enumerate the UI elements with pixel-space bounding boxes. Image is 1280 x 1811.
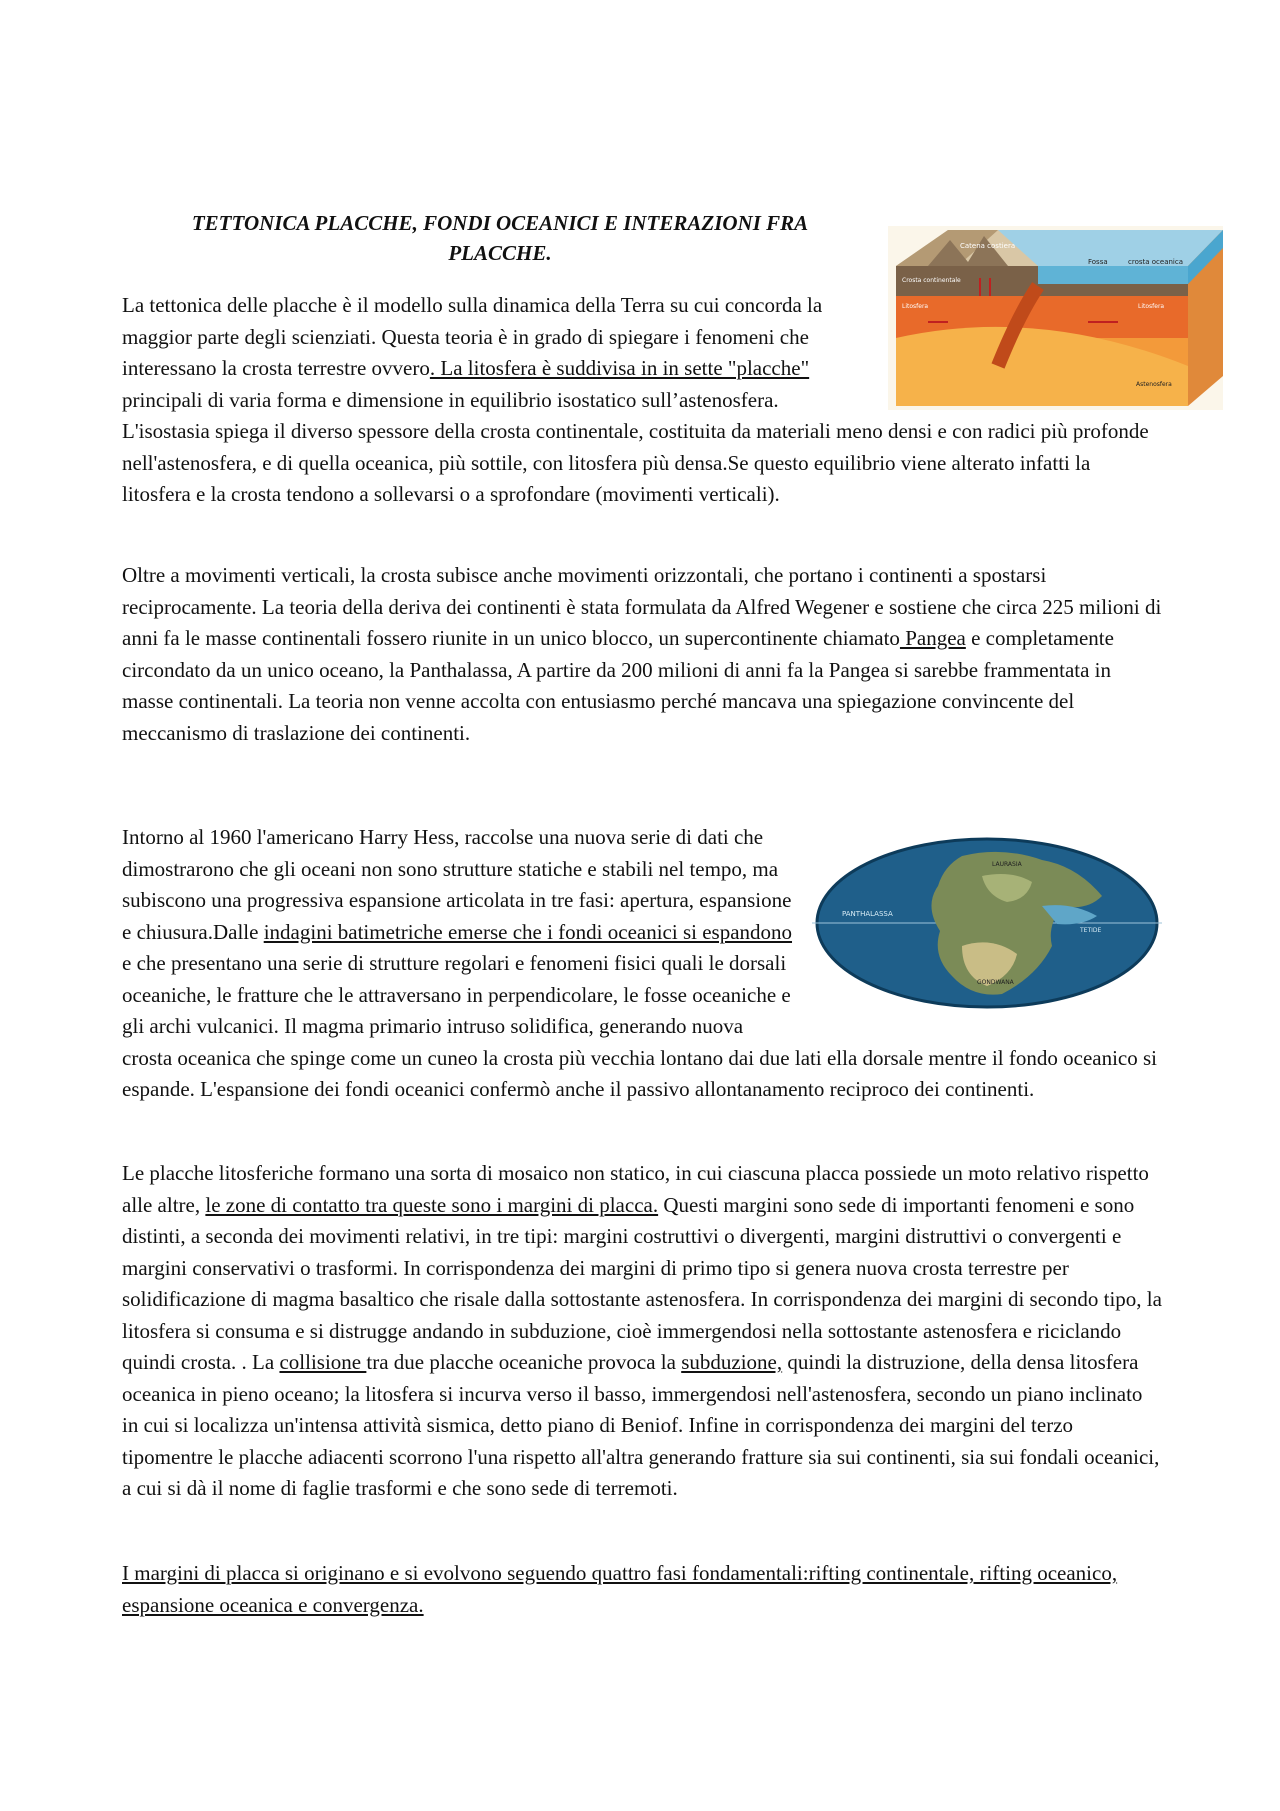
paragraph-4-text-d: quindi la distruzione, della densa litosfera oceanica in pieno oceano; la litosfera si incurva verso il basso, immergendosi nell'astenosfera, secondo un piano inclinato in cui si localizza un'intensa attività sismica, detto piano di Beniof. Infine in corrispondenza dei margini del terzo tipomentre le placche adiacenti scorrono l'una rispetto all'altra generando fratture sia sui continenti, sia sui fondali oceanici, a cui si dà il nome di faglie trasformi e che sono sede di terremoti. bbox=[122, 1350, 1160, 1500]
fig2-label-panthalassa: PANTHALASSA bbox=[842, 910, 893, 918]
fig2-label-laurasia: LAURASIA bbox=[992, 861, 1022, 868]
fig1-label-litosfera-left: Litosfera bbox=[902, 303, 929, 310]
paragraph-4 bbox=[122, 1158, 1162, 1505]
fig1-label-astenosfera: Astenosfera bbox=[1136, 381, 1172, 388]
paragraph-4-underlined-2: collisione bbox=[279, 1350, 367, 1374]
paragraph-2 bbox=[122, 560, 1162, 749]
paragraph-2-underlined: Pangea bbox=[899, 626, 966, 650]
paragraph-1-text-a: La tettonica delle placche è il modello sulla dinamica della Terra su cui concorda la maggior parte degli scienziati. Questa teoria è in grado di spiegare i fenomeni che interessano la crosta terrestre ovvero bbox=[122, 293, 823, 380]
fig1-label-litosfera-right: Litosfera bbox=[1138, 303, 1165, 310]
float-spacer-fig1 bbox=[852, 290, 1165, 410]
paragraph-1-underlined: . La litosfera è suddivisa in in sette "placche" bbox=[429, 356, 810, 380]
paragraph-5-underlined: I margini di placca si originano e si evolvono seguendo quattro fasi fondamentali:rifting continentale, rifting oceanico, espansione oceanica e convergenza. bbox=[122, 1561, 1118, 1617]
fig1-label-catena: Catena costiera bbox=[960, 242, 1016, 250]
paragraph-3-underlined: indagini batimetriche emerse che i fondi oceanici si espandono bbox=[263, 919, 793, 944]
fig1-label-fossa: Fossa bbox=[1088, 258, 1108, 266]
fig2-label-gondwana: GONDWANA bbox=[977, 979, 1014, 986]
paragraph-3-text-b: e che presentano una serie di strutture regolari e fenomeni fisici quali le dorsali oceaniche, le fratture che le attraversano in perpendicolare, le fosse oceaniche e gli archi vulcanici. Il magma primario intruso solidifica, generando nuova crosta oceanica che spinge come un cuneo la crosta più vecchia lontano dai due lati ella dorsale mentre il fondo oceanico si espande. L'espansione dei fondi oceanici confermò anche il passivo allontanamento reciproco dei continenti. bbox=[122, 951, 1157, 1101]
float-spacer-fig2 bbox=[792, 822, 1162, 1032]
paragraph-4-text-a: Le placche litosferiche formano una sorta di mosaico non statico, in cui ciascuna placca possiede un moto relativo rispetto alle altre, bbox=[122, 1161, 1149, 1217]
paragraph-1-text-b: principali di varia forma e dimensione in equilibrio isostatico sull’astenosfera. L'isostasia spiega il diverso spessore della crosta continentale, costituita da materiali meno densi e con radici più profonde nell'astenosfera, e di quella oceanica, più sottile, con litosfera più densa.Se questo equilibrio viene alterato infatti la litosfera e la crosta tendono a sollevarsi o a sprofondare (movimenti verticali). bbox=[122, 387, 1149, 506]
paragraph-2-text-a: Oltre a movimenti verticali, la crosta subisce anche movimenti orizzontali, che portano i continenti a spostarsi reciprocamente. La teoria della deriva dei continenti è stata formulata da Alfred Wegener e sostiene che circa 225 milioni di anni fa le masse continentali fossero riunite in un unico blocco, un supercontinente chiamato bbox=[122, 563, 1162, 650]
fig1-label-crosta-continentale: Crosta continentale bbox=[902, 277, 961, 284]
paragraph-3-text-a: Intorno al 1960 l'americano Harry Hess, raccolse una nuova serie di dati che dimostrarono che gli oceani non sono strutture statiche e stabili nel tempo, ma subiscono una progressiva espansione articolata in tre fasi: apertura, espansione e chiusura.Dalle bbox=[122, 825, 792, 944]
paragraph-3 bbox=[122, 822, 1162, 1106]
paragraph-4-underlined-3: subduzione, bbox=[681, 1350, 783, 1374]
paragraph-5 bbox=[122, 1558, 1162, 1621]
paragraph-4-underlined-1: le zone di contatto tra queste sono i margini di placca. bbox=[205, 1192, 659, 1217]
paragraph-4-text-c: tra due placche oceaniche provoca la bbox=[366, 1350, 682, 1374]
paragraph-2-text-b: e completamente circondato da un unico oceano, la Panthalassa, A partire da 200 milioni di anni fa la Pangea si sarebbe frammentata in masse continentali. La teoria non venne accolta con entusiasmo perché mancava una spiegazione convincente del meccanismo di traslazione dei continenti. bbox=[122, 626, 1114, 745]
paragraph-1 bbox=[122, 290, 1165, 511]
fig1-label-crosta-oceanica: crosta oceanica bbox=[1128, 258, 1184, 266]
document-title: TETTONICA PLACCHE, FONDI OCEANICI E INTERAZIONI FRA PLACCHE. bbox=[191, 211, 809, 265]
fig2-label-tetide: TETIDE bbox=[1080, 927, 1102, 934]
paragraph-4-text-b: Questi margini sono sede di importanti fenomeni e sono distinti, a seconda dei movimenti relativi, in tre tipi: margini costruttivi o divergenti, margini distruttivi o convergenti e margini conservativi o trasformi. In corrispondenza dei margini di primo tipo si genera nuova crosta terrestre per solidificazione di magma basaltico che risale dalla sottostante astenosfera. In corrispondenza dei margini di secondo tipo, la litosfera si consuma e si distrugge andando in subduzione, cioè immergendosi nella sottostante astenosfera e riciclando quindi crosta. . La bbox=[122, 1192, 1162, 1374]
